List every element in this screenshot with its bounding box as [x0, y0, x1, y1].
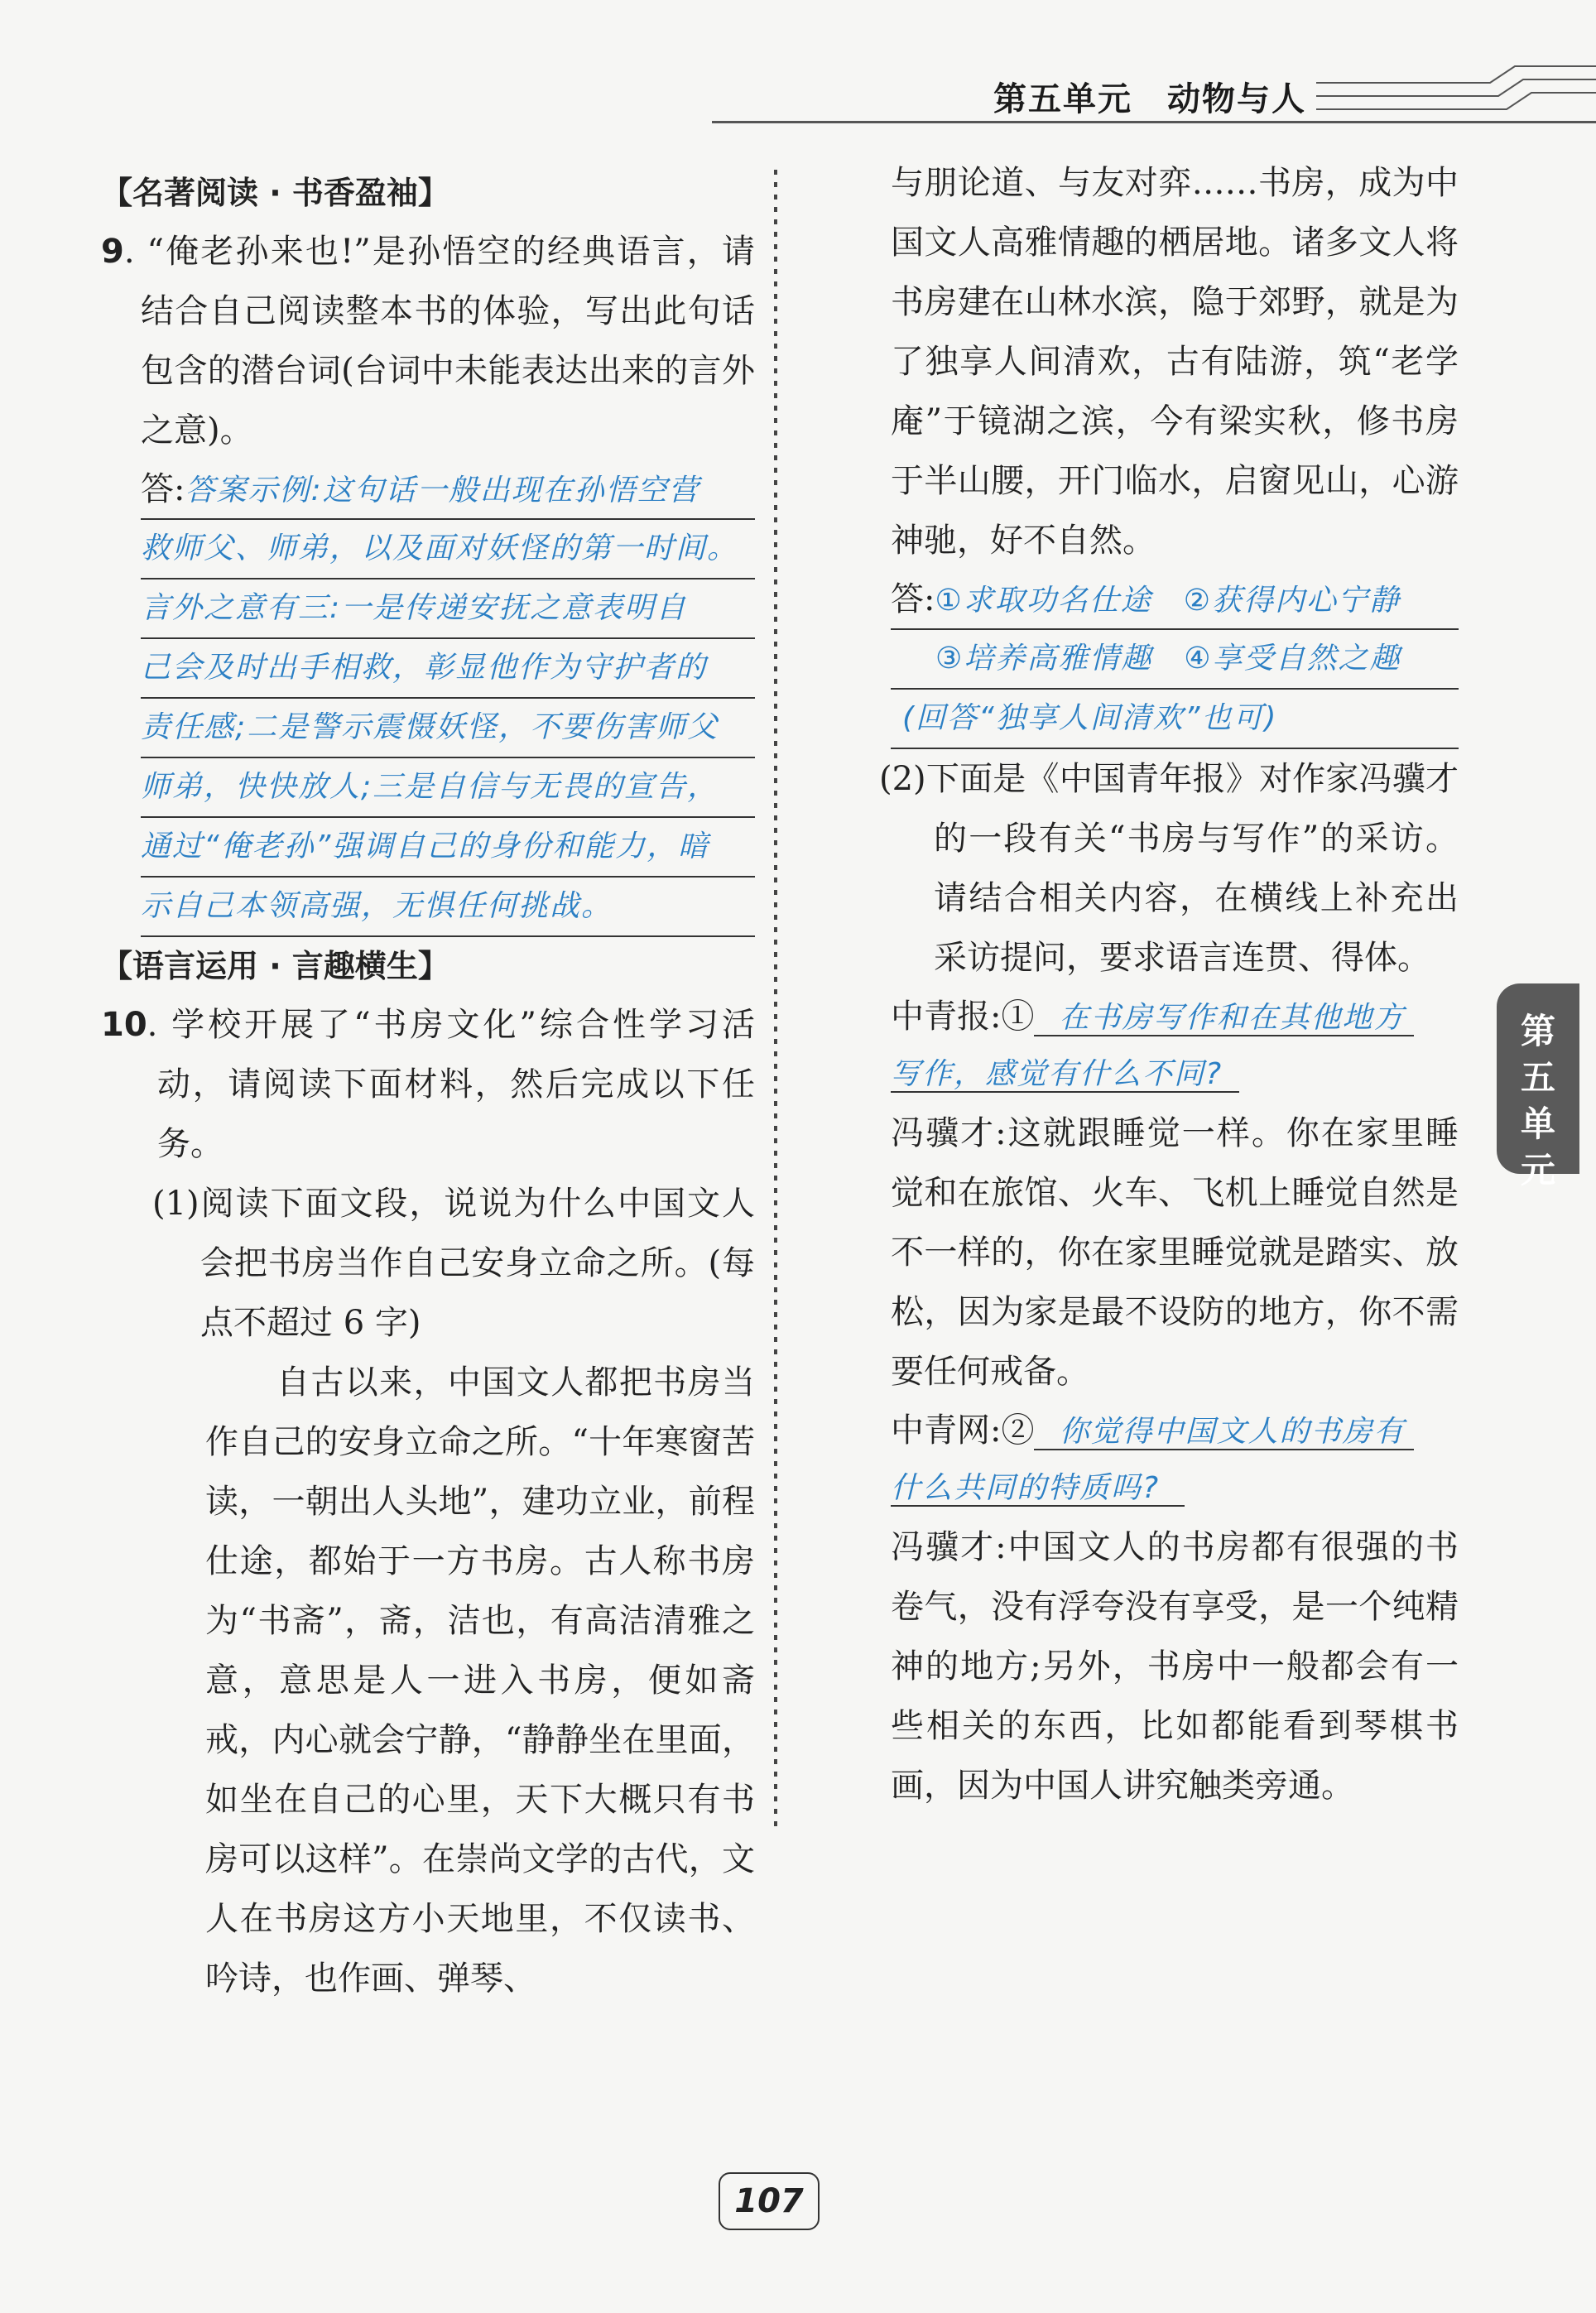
answer-line: 师弟，快快放人;三是自信与无畏的宣告， [141, 758, 755, 818]
answer-line: 己会及时出手相救，彰显他作为守护者的 [141, 639, 755, 699]
answer-line: 责任感;二是警示震慑妖怪，不要伤害师父 [141, 699, 755, 758]
interviewer-label: 中青网:② [891, 1411, 1035, 1450]
tab-char: 五 [1520, 1057, 1555, 1098]
answer-line: ③培养高雅情趣 ④享受自然之趣 [891, 630, 1459, 690]
answer-line: 救师父、师弟，以及面对妖怪的第一时间。 [141, 520, 755, 579]
interview-question-line: 中青网:② 你觉得中国文人的书房有 [891, 1402, 1459, 1459]
interview-block [879, 988, 1459, 1815]
answer-line: 答:①求取功名仕途 ②获得内心宁静 [891, 570, 1459, 630]
interview-question-line: 中青报:① 在书房写作和在其他地方 [891, 988, 1459, 1046]
answer-line: 答:答案示例:这句话一般出现在孙悟空营 [141, 460, 755, 520]
answer-block [879, 570, 1459, 749]
right-column [879, 153, 1459, 1815]
answer-label: 答: [891, 580, 935, 618]
interviewer-label: 中青报:① [891, 998, 1035, 1036]
reading-passage: 自古以来，中国文人都把书房当作自己的安身立命之所。“十年寒窗苦读，一朝出人头地”，建功立业，前程仕途，都始于一方书房。古人称书房为“书斋”，斋，洁也，有高洁清雅之意，意思是人一进入书房，便如斋戒，内心就会宁静，“静静坐在里面，如坐在自己的心里，天下大概只有书房可以这样”。在崇尚文学的古代，文人在书房这方小天地里，不仅读书、吟诗，也作画、弹琴、 [205, 1363, 755, 1998]
section-heading: 【名著阅读 · 书香盈袖】 [101, 175, 449, 211]
header-decoration [1316, 50, 1596, 124]
answer-line: (回答“独享人间清欢”也可) [891, 690, 1459, 749]
question-text: . “俺老孙来也!”是孙悟空的经典语言，请结合自己阅读整本书的体验，写出此句话包含的潜台词(台词中未能表达出来的言外之意)。 [123, 233, 755, 450]
tab-char: 第 [1520, 1011, 1555, 1051]
unit-title: 第五单元 动物与人 [993, 80, 1306, 118]
page-number: 107 [719, 2172, 820, 2230]
interview-reply: 冯骥才:这就跟睡觉一样。你在家里睡觉和在旅馆、火车、飞机上睡觉自然是不一样的，你在家里睡觉就是踏实、放松，因为家是最不设防的地方，你不需要任何戒备。 [891, 1114, 1459, 1391]
interview-reply: 冯骥才:中国文人的书房都有很强的书卷气，没有浮夸没有享受，是一个纯精神的地方;另外，书房中一般都会有一些相关的东西，比如都能看到琴棋书画，因为中国人讲究触类旁通。 [891, 1528, 1459, 1805]
unit-side-tab [1497, 983, 1579, 1190]
left-column [101, 164, 755, 2008]
passage-continued: 与朋论道、与友对弈……书房，成为中国文人高雅情趣的栖居地。诸多文人将书房建在山林水滨，隐于郊野，就是为了独享人间清欢，古有陆游，筑“老学庵”于镜湖之滨，今有梁实秋，修书房于半山腰，开门临水，启窗见山，心游神驰，好不自然。 [891, 164, 1459, 560]
section-heading: 【语言运用 · 言趣横生】 [101, 948, 449, 984]
question-10 [101, 995, 755, 1174]
answer-label: 答: [141, 470, 185, 508]
interview-question-line: 写作，感觉有什么不同? [891, 1046, 1459, 1104]
interview-question-line: 什么共同的特质吗? [891, 1459, 1459, 1517]
sub-question-1: (1)阅读下面文段，说说为什么中国文人会把书房当作自己安身立命之所。(每点不超过 6 字) [152, 1185, 755, 1342]
tab-char: 单 [1520, 1104, 1555, 1144]
answer-line: 示自己本领高强，无惧任何挑战。 [141, 878, 755, 937]
answer-line: 言外之意有三:一是传递安抚之意表明自 [141, 579, 755, 639]
question-9 [101, 222, 755, 460]
column-divider [772, 170, 780, 1834]
question-number: 9 [101, 233, 124, 271]
tab-char: 元 [1520, 1150, 1555, 1190]
question-number: 10 [101, 1006, 147, 1044]
sub-question-2: (2)下面是《中国青年报》对作家冯骥才的一段有关“书房与写作”的采访。请结合相关内容，在横线上补充出采访提问，要求语言连贯、得体。 [879, 760, 1459, 977]
answer-line: 通过“俺老孙”强调自己的身份和能力，暗 [141, 818, 755, 878]
answer-block [101, 460, 755, 937]
question-text: . 学校开展了“书房文化”综合性学习活动，请阅读下面材料，然后完成以下任务。 [147, 1006, 755, 1163]
